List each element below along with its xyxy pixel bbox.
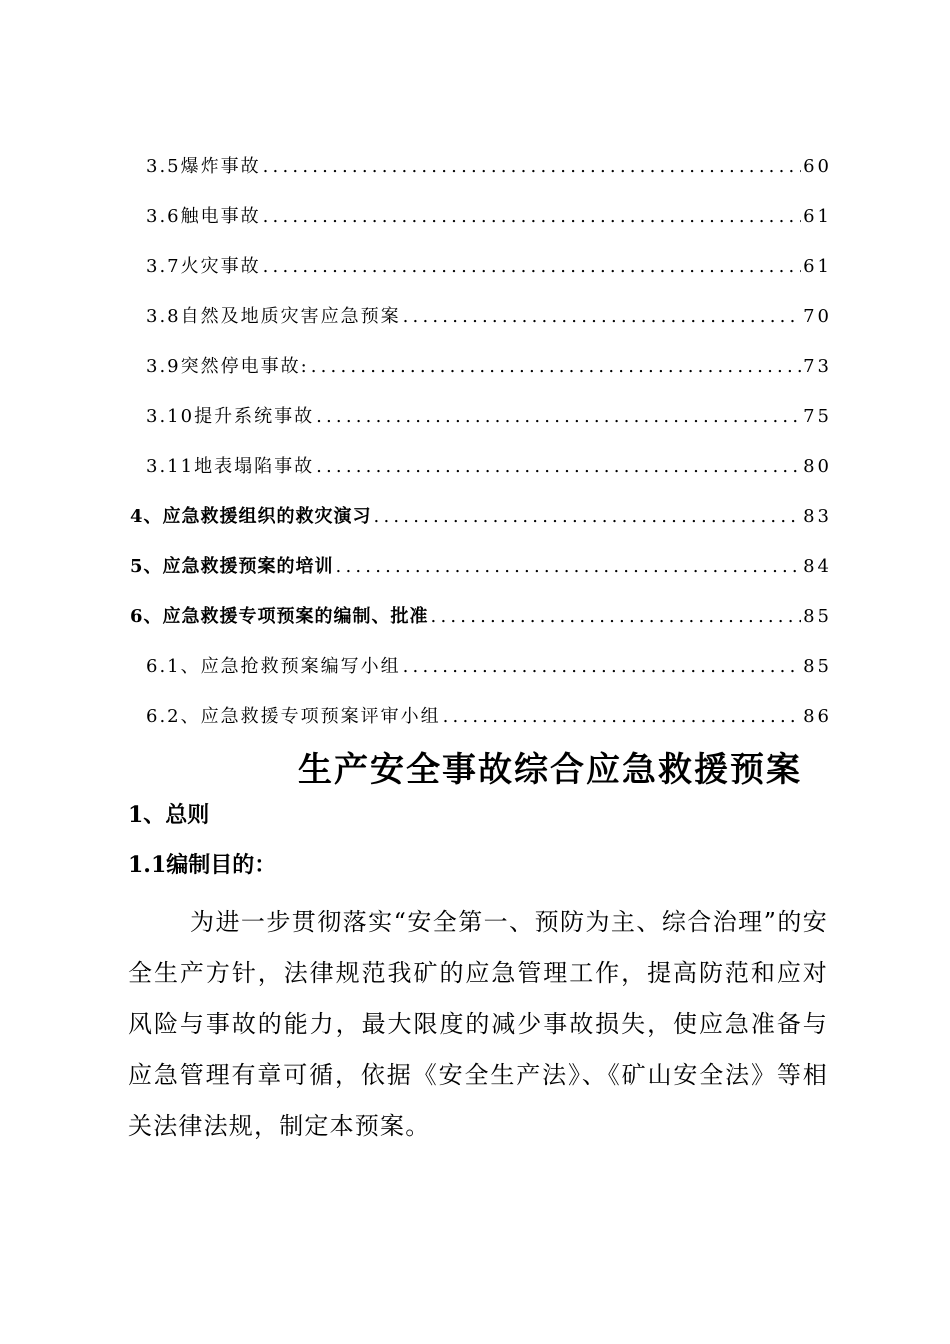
toc-entry[interactable]: [146, 202, 832, 232]
section-heading: 1、总则: [128, 802, 210, 828]
toc-leader-dots: [316, 456, 801, 477]
toc-leader-dots: [431, 606, 802, 627]
toc-entry-label: 4、应急救援组织的救灾演习: [130, 506, 372, 527]
toc-entry-label: 3.7火灾事故: [146, 256, 261, 277]
toc-leader-dots: [336, 556, 802, 577]
toc-entry-label: 3.5爆炸事故: [146, 156, 261, 177]
toc-entry-page: 80: [803, 456, 832, 477]
toc-leader-dots: [374, 506, 802, 527]
toc-entry-page: 61: [803, 206, 832, 227]
toc-entry-page: 83: [803, 506, 832, 527]
toc-entry-page: 86: [803, 706, 832, 727]
toc-leader-dots: [443, 706, 801, 727]
toc-entry-page: 85: [803, 606, 832, 627]
toc-entry-page: 61: [803, 256, 832, 277]
toc-entry[interactable]: [130, 552, 832, 582]
toc-entry-page: 60: [803, 156, 832, 177]
toc-leader-dots: [403, 306, 801, 327]
body-paragraph: 为进一步贯彻落实“安全第一、预防为主、综合治理”的安全生产方针，法律规范我矿的应急管理工作，提高防范和应对风险与事故的能力，最大限度的减少事故损失，使应急准备与应急管理有章可循，依据《安全生产法》、《矿山安全法》等相关法律法规，制定本预案。: [128, 908, 828, 1140]
toc-entry[interactable]: [146, 302, 832, 332]
toc-leader-dots: [263, 206, 801, 227]
subsection-heading: 1.1编制目的：: [128, 852, 277, 878]
toc-entry[interactable]: [130, 602, 832, 632]
toc-leader-dots: [263, 156, 801, 177]
toc-leader-dots: [403, 656, 801, 677]
toc-entry[interactable]: [146, 702, 832, 732]
toc-entry-page: 75: [803, 406, 832, 427]
toc-entry[interactable]: [146, 652, 832, 682]
toc-leader-dots: [263, 256, 801, 277]
toc-entry-page: 84: [803, 556, 832, 577]
toc-entry[interactable]: [146, 152, 832, 182]
toc-entry-label: 6.2、应急救援专项预案评审小组: [146, 706, 441, 727]
toc-entry-label: 3.10提升系统事故: [146, 406, 315, 427]
toc-entry[interactable]: [146, 352, 832, 382]
toc-entry-page: 70: [803, 306, 832, 327]
document-title: 生产安全事故综合应急救援预案: [298, 750, 802, 790]
toc-leader-dots: [316, 406, 801, 427]
toc-leader-dots: [311, 356, 801, 377]
toc-entry-label: 3.9突然停电事故:: [146, 356, 309, 377]
toc-entry[interactable]: [146, 452, 832, 482]
toc-entry-label: 3.11地表塌陷事故: [146, 456, 315, 477]
toc-entry-page: 85: [803, 656, 832, 677]
toc-entry-label: 6、应急救援专项预案的编制、批准: [130, 606, 429, 627]
toc-entry-page: 73: [803, 356, 832, 377]
toc-entry[interactable]: [146, 402, 832, 432]
toc-entry-label: 3.8自然及地质灾害应急预案: [146, 306, 401, 327]
toc-entry-label: 3.6触电事故: [146, 206, 261, 227]
toc-entry-label: 6.1、应急抢救预案编写小组: [146, 656, 401, 677]
toc-entry-label: 5、应急救援预案的培训: [130, 556, 334, 577]
toc-entry[interactable]: [130, 502, 832, 532]
toc-entry[interactable]: [146, 252, 832, 282]
